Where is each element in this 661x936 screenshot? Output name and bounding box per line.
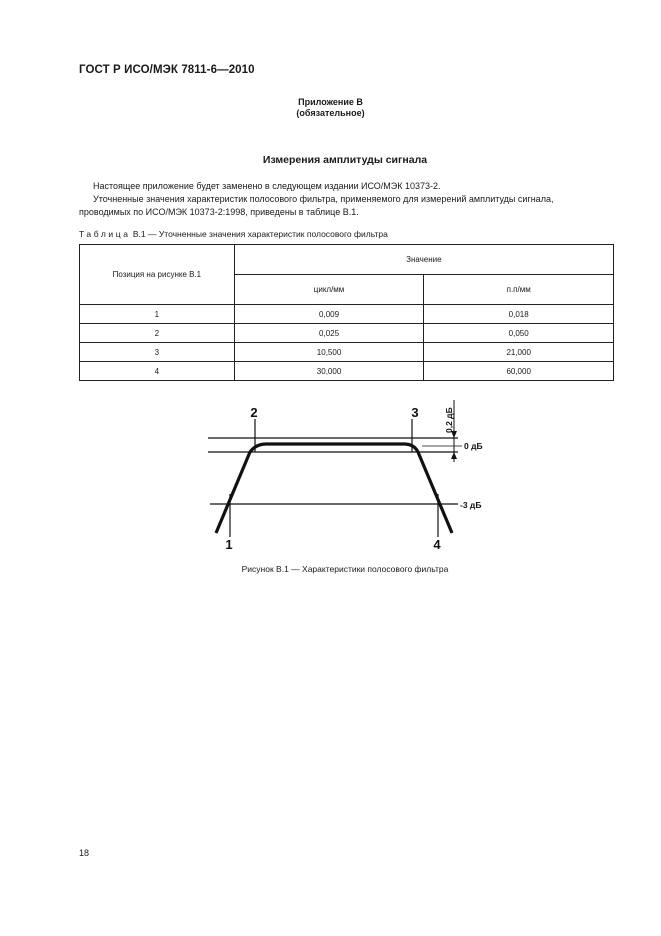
cell-value-2: 60,000	[424, 362, 614, 381]
header-unit-cycles: цикл/мм	[234, 275, 424, 305]
cell-position: 3	[80, 343, 235, 362]
cell-value-1: 10,500	[234, 343, 424, 362]
label-point-1: 1	[225, 537, 233, 552]
header-position: Позиция на рисунке В.1	[80, 245, 235, 305]
annex-subtitle: (обязательное)	[296, 108, 365, 118]
db-arrow-up	[451, 452, 457, 459]
header-unit-ftpmm: п.п/мм	[424, 275, 614, 305]
label-0db: 0 дБ	[464, 441, 483, 451]
document-header: ГОСТ Р ИСО/МЭК 7811-6—2010	[79, 64, 255, 76]
label-minus-3db: -3 дБ	[460, 500, 482, 510]
label-point-4: 4	[433, 537, 441, 552]
annex-title: Приложение В	[298, 97, 363, 107]
table-caption-text: В.1 — Уточненные значения характеристик полосового фильтра	[130, 229, 388, 239]
figure-caption: Рисунок В.1 — Характеристики полосового фильтра	[241, 564, 449, 574]
cell-value-1: 0,009	[234, 305, 424, 324]
cell-value-2: 0,018	[424, 305, 614, 324]
cell-value-2: 21,000	[424, 343, 614, 362]
paragraph-1: Настоящее приложение будет заменено в следующем издании ИСО/МЭК 10373-2.	[93, 181, 441, 191]
label-0-2db: 0,2 дБ	[444, 407, 454, 433]
page-number: 18	[79, 848, 90, 858]
cell-value-1: 30,000	[234, 362, 424, 381]
cell-position: 4	[80, 362, 235, 381]
cell-position: 1	[80, 305, 235, 324]
table-caption-lead: Таблица	[79, 229, 131, 239]
header-value: Значение	[234, 245, 613, 275]
cell-position: 2	[80, 324, 235, 343]
cell-value-2: 0,050	[424, 324, 614, 343]
paragraph-2: Уточненные значения характеристик полосового фильтра, применяемого для измерений амплитуды сигнала,	[93, 194, 554, 204]
section-title: Измерения амплитуды сигнала	[262, 154, 428, 166]
label-point-2: 2	[250, 405, 258, 420]
filter-response-curve	[216, 444, 452, 533]
cell-value-1: 0,025	[234, 324, 424, 343]
label-point-3: 3	[411, 405, 419, 420]
paragraph-3: проводимых по ИСО/МЭК 10373-2:1998, приведены в таблице В.1.	[79, 207, 359, 217]
